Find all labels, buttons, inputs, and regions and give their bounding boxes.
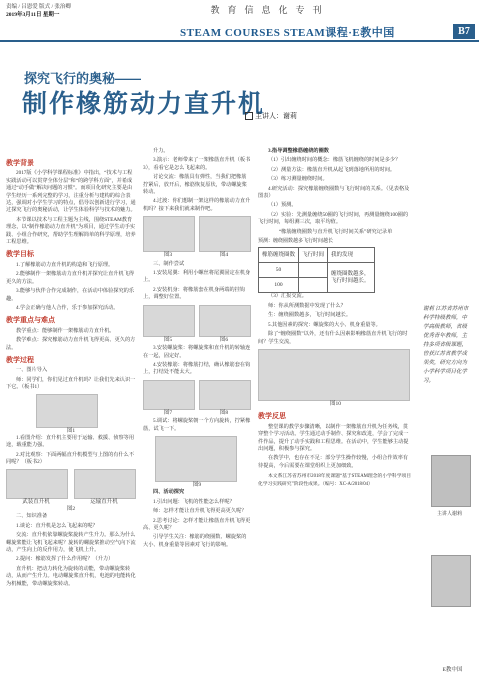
paragraph: 整堂课的教学步骤清晰，以制作一架橡筋直升机为任务线，贯穿整个学习活动。学生通过动手制作、探究和改进，学会了完成一件作品，提升了动手实践和工程思维。在活动中，学生能够主动提出问题，积极参与探究。 — [258, 423, 409, 452]
funding-note: 本文系江苏省苏州市2018年度课题“基于STEAM理念的小学科学项目化学习实践研究”阶段性成果。（编号：XC-A/2018/04） — [258, 474, 412, 487]
issue-weekday: 星期一 — [42, 12, 60, 18]
paragraph: 1.了解橡筋动力直升机的构造和飞行原理。 — [16, 261, 114, 268]
figure-9-image — [155, 436, 237, 482]
paragraph: 5.其他因素的探究：螺旋桨的大小、机身重量等。 — [268, 321, 381, 328]
figure-2-caption: 图2 — [66, 506, 76, 512]
issue-date: 2019年3月11日 — [6, 12, 42, 18]
paragraph: 1.安装尾翼：利用小螺丝将尾翼固定在机身上。 — [143, 270, 251, 284]
paragraph: 直升机：把动力转化为旋转的动能，带动螺旋桨转动，从而产生升力。电动螺旋桨直升机，电池的电能转化为机械能，带动螺旋桨转动。 — [6, 565, 136, 587]
table-row — [259, 263, 375, 278]
paragraph: 教学难点：探究橡筋动力直升机飞得更高、更久的方法。 — [6, 337, 136, 351]
table-row — [259, 248, 375, 263]
paragraph: 1.看图介绍：直升机主要用于运输、救援、侦察等用途，载重能力强。 — [6, 434, 135, 449]
paragraph: 讨论交流：橡筋具有弹性，当我们把橡筋拧紧后，放开后，橡筋恢复原状，带动螺旋桨转动。 — [143, 174, 247, 196]
column-1 — [6, 155, 136, 590]
record-table — [258, 247, 375, 293]
paragraph: （1）引出缠绕时间的概念：橡筋飞机缠绕的时间是多少？ — [268, 157, 401, 164]
figure-1-caption: 图1 — [66, 427, 76, 434]
author-bio: 谢莉 江苏省苏州市科学特级教师，中学高级教师，省级优秀青年教师，主持多项省级课题，曾获江苏省教学成果奖，研究方向为小学科学项目化学习。 — [423, 306, 469, 384]
paragraph: 本节课以技术与工程主题为主线，围绕STEAM教育理念，以“制作橡筋动力直升机”为项目，通过学生动手实践、小组合作研究，帮助学生理解简单的科学原理，培养工程思维。 — [6, 216, 136, 246]
sidebar-tag: E教中国 — [442, 667, 463, 673]
figure-6 — [199, 305, 249, 344]
paragraph: 4.安装橡筋：将橡筋打结，确认橡筋套在钩上，打结处不能太大。 — [143, 361, 251, 376]
figure-2b — [74, 469, 134, 506]
figure-2b-caption: 运输直升机 — [90, 498, 118, 505]
table-cell: 100 — [259, 278, 299, 293]
paragraph: 师：你从所测数据中发现了什么？ — [268, 302, 346, 309]
figure-5 — [143, 305, 193, 344]
paragraph: 5.调试：将螺旋桨朝一个方向旋转，拧紧橡筋，试飞一下。 — [143, 418, 251, 432]
table-cell: 50 — [259, 263, 299, 278]
designer-credit: 版式 / 张治卿 — [39, 4, 71, 10]
paragraph: 1.引出问题：飞机的性能怎么样呢？ — [153, 498, 235, 505]
figure-4-image — [199, 216, 251, 252]
section-heading: 教学反思 — [258, 412, 286, 421]
figure-5-image — [143, 305, 195, 337]
figure-3-image — [143, 216, 195, 252]
editor-credit: 责编 / 吕恩爱 — [6, 4, 38, 10]
figure-6-caption: 图6 — [219, 336, 229, 343]
article-kicker: 探究飞行的奥秘—— — [24, 71, 142, 86]
header-rule — [0, 40, 479, 42]
table-cell: 缠绕圈数越多，飞行时间越长。 — [328, 263, 375, 293]
figure-8 — [199, 380, 249, 417]
paragraph: 四、活动探究 — [153, 489, 185, 496]
paragraph: （2）实验：先测量缠绕50圈的飞行时间，再测量缠绕100圈的飞行时间，每组测三次，取平均值。 — [258, 211, 409, 226]
section-heading: 教学过程 — [6, 355, 34, 364]
section-heading: 教学重点与难点 — [6, 316, 55, 325]
paragraph: 交流：直升机依靠螺旋桨旋转产生升力。那么为什么螺旋桨能让飞机飞起来呢？旋转的螺旋桨推动空气向下流动，产生向上的反作用力，使飞机上升。 — [6, 532, 136, 554]
header-brand: STEAM COURSES STEAM课程·E教中国 — [180, 27, 395, 39]
figure-3 — [143, 216, 193, 259]
paragraph: 3.安装螺旋桨：将螺旋桨和直升机的转轴连在一起，固定好。 — [143, 345, 251, 359]
author-photo-2 — [431, 555, 471, 607]
figure-2a — [6, 469, 66, 506]
table-header-cell: 飞行时间 — [299, 248, 328, 263]
figure-3-4-row — [143, 216, 251, 259]
paragraph: 3.指导调整橡筋缠绕的圈数 — [268, 148, 329, 154]
byline-text: 主讲人：谢莉 — [255, 112, 297, 120]
page-number: B7 — [453, 24, 475, 39]
paragraph: 除了“缠绕圈数”以外，还有什么因素影响橡筋直升机飞行的时间？学生交流， — [258, 331, 408, 345]
figure-6-image — [199, 305, 251, 337]
paragraph: 教学重点：能够制作一架橡筋动力直升机。 — [16, 327, 115, 334]
figure-5-caption: 图5 — [163, 336, 173, 343]
paragraph: 3.演示：老师带来了一架橡筋直升机（板书3），看看它是怎么飞起来的。 — [143, 157, 251, 171]
figure-5-6-row — [143, 305, 251, 344]
figure-2a-caption: 武装直升机 — [22, 498, 50, 505]
header-motto: 教育信息化专刊 — [210, 5, 330, 15]
figure-4-caption: 图4 — [219, 252, 229, 259]
author-photo — [431, 455, 471, 507]
figure-7-8-row — [143, 380, 251, 417]
paragraph: 师：怎样才能让直升机飞得更高更久呢？ — [153, 508, 247, 515]
paragraph: 3.能够与伙伴合作完成制作，在活动中体验探究的乐趣。 — [6, 288, 135, 302]
paragraph: 4.研究活动：探究橡筋缠绕圈数与飞行时间的关系。（见表格及图表） — [258, 185, 410, 200]
paragraph: （3）练习测量缠绕时间。 — [268, 176, 328, 183]
figure-10-caption: 图10 — [329, 400, 341, 407]
paragraph: 4.过渡：你们想制一架这样的橡筋动力直升机吗？接下来我们就来制作吧。 — [143, 198, 251, 212]
figure-4 — [199, 216, 249, 259]
byline-box-icon — [245, 112, 253, 120]
paragraph: 4.学会正确与他人合作，乐于参加探究活动。 — [16, 304, 119, 311]
paragraph: 在教学中，也存在不足：部分学生操作较慢，小组合作效率有待提高，今后需要在课堂组织上更加细致。 — [258, 455, 409, 469]
paragraph: 师：同学们，你们见过直升机吗？让我们先来认识一下它。（板书1） — [6, 376, 136, 391]
figure-7 — [143, 380, 193, 417]
paragraph: 2.安装机身：将橡筋套在机身两端的挂钩上，调整好位置。 — [143, 286, 246, 301]
column-2 — [143, 148, 251, 551]
figure-7-image — [143, 380, 195, 410]
figure-8-caption: 图8 — [219, 409, 229, 416]
paragraph: 2017版《小学科学课程标准》中指出，“技术与工程实践活动可以贯穿全体分层”和“的跨学科方面”，并希成通过“动手做”解决问题的习惯”。而项目化研究主要是由学生经历一系列完整的学习，注重分析与建构的综合表达，强调对小学生学习的特点，倡导以创新进行学习，通过探究飞行的奥秘活动，让学生体验科学与技术的魅力。 — [6, 170, 136, 214]
paragraph: 二、知识准备 — [16, 513, 48, 520]
paragraph: 1.谈论：直升机是怎么飞起来的呢？ — [16, 522, 98, 529]
paragraph: 一、图片导入 — [16, 367, 48, 374]
table-title: “橡筋缠绕圈数与直升机飞行时间关系”研究记录单 — [278, 228, 393, 235]
paragraph: 三、制作尝试 — [153, 260, 185, 267]
section-heading: 教学目标 — [6, 250, 34, 259]
figure-9-caption: 图9 — [192, 481, 202, 488]
table-note: 预测：缠绕圈数越多飞行时间越长 — [258, 239, 334, 245]
table-header-cell: 我的发现 — [328, 248, 375, 263]
paragraph: 升力。 — [153, 148, 169, 154]
figure-2b-image — [74, 469, 136, 499]
paragraph: 2.对比观察：下面两幅直升机模型与上图的有什么不同呢？（板书2） — [6, 451, 135, 466]
figure-1-image — [36, 394, 98, 428]
paragraph: 生：缠绕圈数越多，飞行时间越长。 — [268, 312, 352, 319]
paragraph: （1）预测。 — [268, 202, 297, 209]
paragraph: 引导学生关注：橡筋的绕圈数、螺旋桨的大小、机身重量等因素对飞行的影响。 — [143, 534, 247, 548]
paragraph: 2.能够制作一架橡筋动力直升机并探究让直升机飞得更久的方法。 — [6, 271, 135, 285]
table-header-cell: 橡筋缠绕圈数 — [259, 248, 299, 263]
figure-7-caption: 图7 — [163, 409, 173, 416]
article-headline: 制作橡筋动力直升机 — [22, 90, 266, 118]
figure-3-caption: 图3 — [163, 252, 173, 259]
section-heading: 教学背景 — [6, 159, 34, 167]
article-byline — [245, 111, 297, 121]
table-cell — [299, 263, 328, 278]
figure-8-image — [199, 380, 251, 410]
figure-2-row — [6, 469, 136, 506]
author-photo-caption: 主讲人谢莉 — [436, 512, 462, 517]
table-cell — [299, 278, 328, 293]
paragraph: 2.思考讨论：怎样才能让橡筋直升机飞得更高、更久呢？ — [143, 517, 251, 531]
paragraph: （3）汇报交流。 — [268, 293, 307, 300]
column-3 — [258, 148, 413, 490]
figure-10-image — [258, 349, 410, 401]
paragraph: （2）测量方法：橡筋直升机从起飞到落地所用的时间。 — [268, 166, 396, 173]
paragraph: 2.提问：橡筋发挥了什么作用呢？（升力） — [16, 556, 114, 563]
figure-2a-image — [6, 469, 68, 499]
